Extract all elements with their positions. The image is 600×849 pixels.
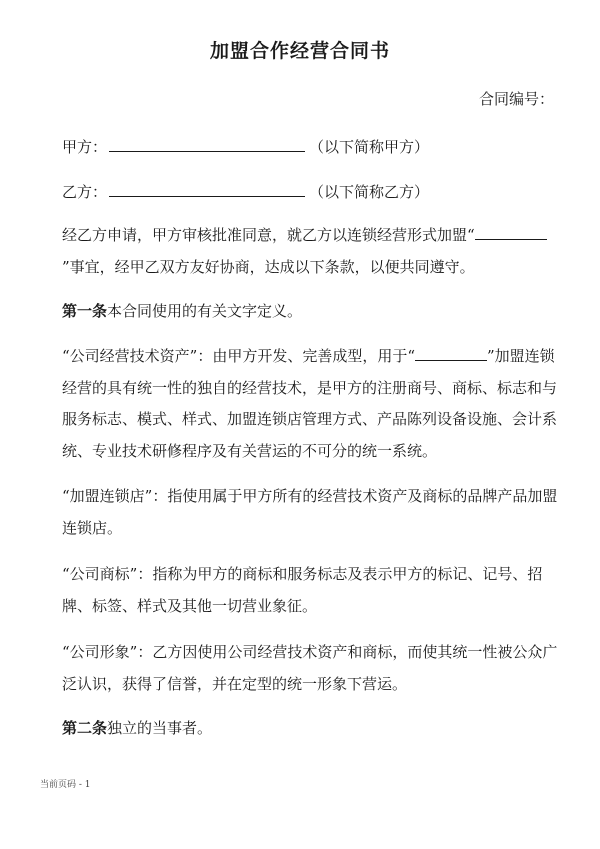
definition-trademark: “公司商标”：指称为甲方的商标和服务标志及表示甲方的标记、记号、招牌、标签、样式及其他一切营业象征。 xyxy=(62,565,543,615)
party-b-suffix: （以下简称乙方） xyxy=(309,183,430,201)
party-b-line xyxy=(62,181,429,202)
definition-store: “加盟连锁店”：指使用属于甲方所有的经营技术资产及商标的品牌产品加盟连锁店。 xyxy=(62,487,558,537)
definition-assets-blank xyxy=(415,346,487,361)
party-a-line xyxy=(62,136,429,157)
definition-assets xyxy=(62,341,558,467)
article-1 xyxy=(62,296,558,328)
article-2-text: 独立的当事者。 xyxy=(107,719,213,737)
page-footer: 当前页码 - 1 xyxy=(40,780,91,790)
definition-assets-text-2: ”加盟连锁经营的具有统一性的独自的经营技术，是甲方的注册商号、商标、标志和与服务标志、模式、样式、加盟连锁店管理方式、产品陈列设备设施、会计系统、专业技术研修程序及有关营运的不可分的统一系统。 xyxy=(62,347,558,460)
contract-number-label: 合同编号： xyxy=(478,90,554,108)
intro-paragraph xyxy=(62,220,558,283)
party-b-blank xyxy=(109,182,305,197)
intro-text-1: 经乙方申请，甲方审核批准同意，就乙方以连锁经营形式加盟“ xyxy=(62,226,475,244)
article-1-text: 本合同使用的有关文字定义。 xyxy=(107,302,303,320)
party-b-label: 乙方： xyxy=(62,183,108,201)
document-title: 加盟合作经营合同书 xyxy=(209,40,390,62)
definition-assets-text-1: “公司经营技术资产”：由甲方开发、完善成型，用于“ xyxy=(62,347,416,365)
intro-blank xyxy=(475,225,547,240)
article-2-heading: 第二条 xyxy=(62,719,108,737)
article-2 xyxy=(62,713,558,745)
party-a-suffix: （以下简称甲方） xyxy=(309,138,430,156)
intro-text-2: ”事宜，经甲乙双方友好协商，达成以下条款，以便共同遵守。 xyxy=(62,257,475,276)
party-a-blank xyxy=(109,137,305,152)
definition-image: “公司形象”：乙方因使用公司经营技术资产和商标，而使其统一性被公众广泛认识，获得了信誉，并在定型的统一形象下营运。 xyxy=(62,643,558,693)
party-a-label: 甲方： xyxy=(62,138,108,156)
article-1-heading: 第一条 xyxy=(62,302,108,320)
